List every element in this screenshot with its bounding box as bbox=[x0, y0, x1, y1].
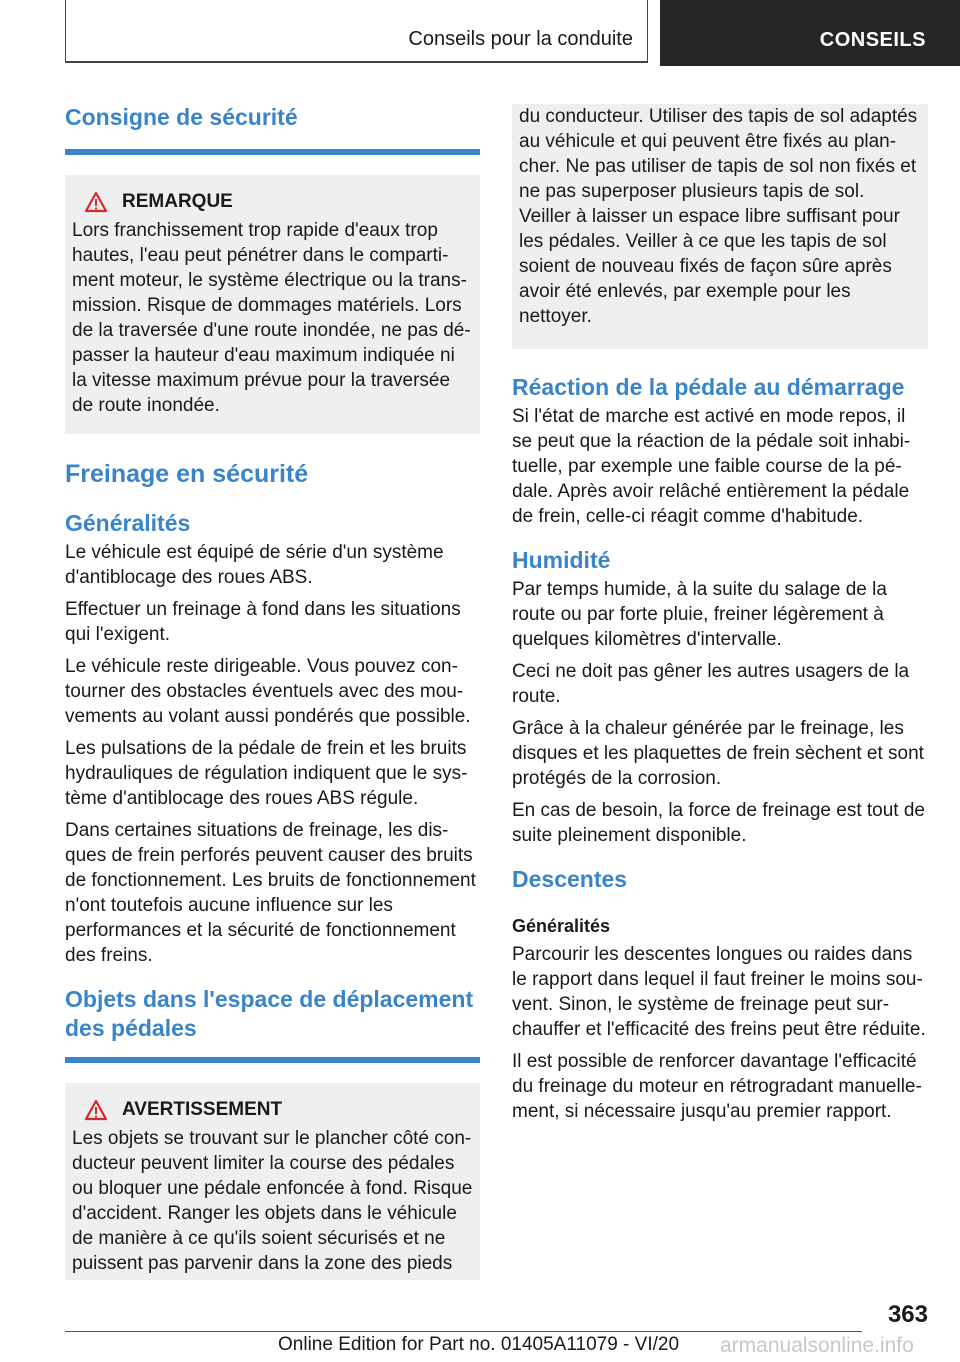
remark-text: Lors franchissement trop rapide d'eaux trop hautes, l'eau peut pénétrer dans le compartiment moteur, le système électrique ou la transmission. Risque de dommages matériels. Lors de la traversée d'une route inondée, ne pas dépasser la hauteur d'eau maximum indiquée ni la vitesse maximum prévue pour la traversée de route inondée. bbox=[72, 220, 471, 416]
objects-heading: Objets dans l'espace de déplacement des pédales bbox=[65, 986, 474, 1041]
right-column bbox=[512, 104, 928, 1124]
warning-header bbox=[72, 1097, 473, 1123]
warning-box-continued bbox=[512, 104, 928, 349]
paragraph: Il est possible de renforcer davantage l'efficacité du freinage du moteur en rétrogradant manuellement, si nécessaire jusqu'au premier rapport. bbox=[512, 1051, 922, 1122]
paragraph: Le véhicule reste dirigeable. Vous pouvez contourner des obstacles éventuels avec des mouvements au volant aussi pondérés que possible. bbox=[65, 656, 471, 727]
pedal-heading: Réaction de la pédale au démarrage bbox=[512, 374, 905, 400]
pedal-text: Si l'état de marche est activé en mode repos, il se peut que la réaction de la pédale soit inhabituelle, par exemple une faible course de la pédale. Après avoir relâché entièrement la pédale de frein, celle-ci réagit comme d'habitude. bbox=[512, 406, 911, 527]
general-heading: Généralités bbox=[65, 510, 191, 536]
heading-rule bbox=[65, 1057, 480, 1063]
warning-box bbox=[65, 1083, 480, 1280]
warning-text-continued: du conducteur. Utiliser des tapis de sol adaptés au véhicule et qui peuvent être fixés au plancher. Ne pas utiliser de tapis de sol non fixés et ne pas superposer plusieurs tapis de sol. Veiller à laisser un espace libre suffisant pour les pédales. Veiller à ce que les tapis de sol soient de nouveau fixés de façon sûre après avoir été enlevés, par exemple pour les nettoyer. bbox=[519, 106, 918, 327]
braking-heading: Freinage en sécurité bbox=[65, 460, 309, 488]
paragraph: Ceci ne doit pas gêner les autres usagers de la route. bbox=[512, 661, 910, 707]
paragraph: En cas de besoin, la force de freinage est tout de suite pleinement disponible. bbox=[512, 800, 925, 846]
page-number: 363 bbox=[887, 1301, 928, 1328]
paragraph: Dans certaines situations de freinage, les disques de frein perforés peuvent causer des bruits de fonctionnement. Les bruits de fonctionnement n'ont toutefois aucune influence sur les performances et la sécurité de fonctionnement des freins. bbox=[65, 820, 476, 966]
warning-text: Les objets se trouvant sur le plancher côté conducteur peuvent limiter la course des pédales ou bloquer une pédale enfoncée à fond. Risque d'accident. Ranger les objets dans le véhicule de manière à ce qu'ils soient sécurisés et ne puissent pas parvenir dans la zone des pieds bbox=[72, 1128, 473, 1274]
left-column bbox=[65, 96, 480, 1280]
remark-header bbox=[72, 189, 473, 215]
watermark: armanualsonline.info bbox=[720, 1334, 914, 1357]
remark-box bbox=[65, 175, 480, 434]
paragraph: Grâce à la chaleur générée par le freinage, les disques et les plaquettes de frein sèchent et sont protégés de la corrosion. bbox=[512, 718, 924, 789]
descents-heading: Descentes bbox=[512, 866, 628, 892]
paragraph: Parcourir les descentes longues ou raides dans le rapport dans lequel il faut freiner le moins souvent. Sinon, le système de freinage peut surchauffer et l'efficacité des freins peut être réduite. bbox=[512, 944, 926, 1040]
paragraph: Les pulsations de la pédale de frein et les bruits hydrauliques de régulation indiquent que le système d'antiblocage des roues ABS régule. bbox=[65, 738, 468, 809]
humidity-heading: Humidité bbox=[512, 547, 611, 573]
warning-label: AVERTISSEMENT bbox=[122, 1099, 283, 1120]
remark-label: REMARQUE bbox=[122, 191, 233, 212]
chapter-tab bbox=[660, 0, 960, 66]
chapter-badge: CONSEILS bbox=[819, 29, 926, 51]
section-title: Conseils pour la conduite bbox=[408, 28, 633, 50]
paragraph: Le véhicule est équipé de série d'un système d'antiblocage des roues ABS. bbox=[65, 542, 444, 588]
paragraph: Effectuer un freinage à fond dans les situations qui l'exigent. bbox=[65, 599, 461, 645]
safety-heading: Consigne de sécurité bbox=[65, 104, 298, 130]
descents-subheading: Généralités bbox=[512, 916, 611, 936]
section-tab bbox=[65, 0, 648, 63]
warning-triangle-icon bbox=[78, 190, 114, 214]
footer-rule bbox=[65, 1331, 862, 1332]
edition-text: Online Edition for Part no. 01405A11079 - VI/20 bbox=[278, 1334, 680, 1355]
heading-rule bbox=[65, 149, 480, 155]
page-header bbox=[0, 0, 960, 66]
paragraph: Par temps humide, à la suite du salage de la route ou par forte pluie, freiner légèrement à quelques kilomètres d'intervalle. bbox=[512, 579, 887, 650]
warning-triangle-icon bbox=[78, 1098, 114, 1122]
